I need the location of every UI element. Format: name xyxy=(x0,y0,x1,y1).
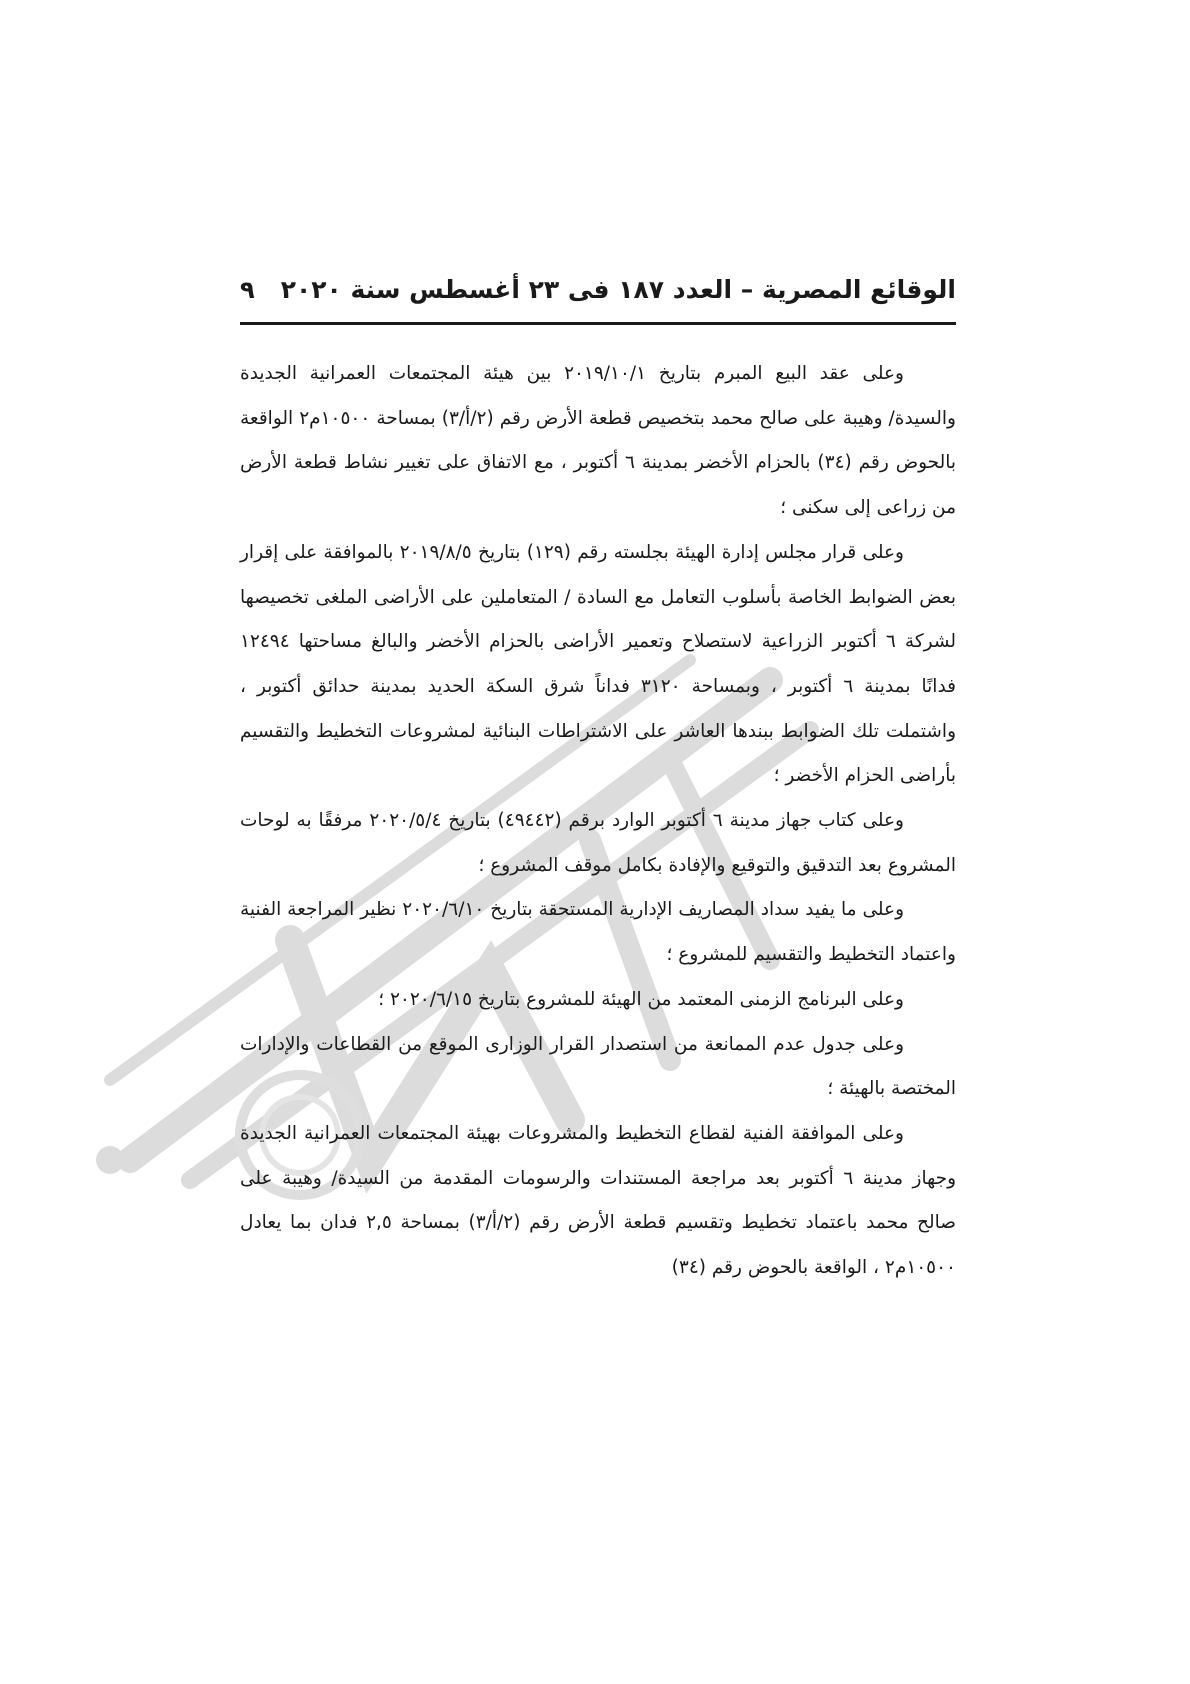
paragraph-technical-approval: وعلى الموافقة الفنية لقطاع التخطيط والمشروعات بهيئة المجتمعات العمرانية الجديدة وجهاز مدينة ٦ أكتوبر بعد مراجعة المستندات والرسومات المقدمة من السيدة/ وهيبة على صالح محمد باعتماد تخطيط وتقسيم قطعة الأرض رقم (٢/أ/٣) بمساحة ٢,٥ فدان بما يعادل ١٠٥٠٠م٢ ، الواقعة بالحوض رقم (٣٤) xyxy=(240,1122,957,1279)
paragraph-timeline: وعلى البرنامج الزمنى المعتمد من الهيئة للمشروع بتاريخ ٢٠٢٠/٦/١٥ ؛ xyxy=(378,988,904,1010)
gazette-header-title: الوقائع المصرية – العدد ١٨٧ فى ٢٣ أغسطس سنة ٢٠٢٠ xyxy=(280,275,956,304)
document-body xyxy=(240,352,956,1291)
paragraph-board-decision: وعلى قرار مجلس إدارة الهيئة بجلسته رقم (١٢٩) بتاريخ ٢٠١٩/٨/٥ بالموافقة على إقرار بعض الضوابط الخاصة بأسلوب التعامل مع السادة / المتعاملين على الأراضى الملغى تخصيصها لشركة ٦ أكتوبر الزراعية لاستصلاح وتعمير الأراضى بالحزام الأخضر والبالغ مساحتها ١٢٤٩٤ فدانًا بمدينة ٦ أكتوبر ، وبمساحة ٣١٢٠ فداناً شرق السكة الحديد بمدينة حدائق أكتوبر ، واشتملت تلك الضوابط ببندها العاشر على الاشتراطات البنائية لمشروعات التخطيط والتقسيم بأراضى الحزام الأخضر ؛ xyxy=(240,541,956,787)
paragraph-admin-fees: وعلى ما يفيد سداد المصاريف الإدارية المستحقة بتاريخ ٢٠٢٠/٦/١٠ نظير المراجعة الفنية واعتماد التخطيط والتقسيم للمشروع ؛ xyxy=(240,899,956,966)
paragraph-agency-letter: وعلى كتاب جهاز مدينة ٦ أكتوبر الوارد برقم (٤٩٤٤٢) بتاريخ ٢٠٢٠/٥/٤ مرفقًا به لوحات المشروع بعد التدقيق والتوقيع والإفادة بكامل موقف المشروع ؛ xyxy=(240,810,956,876)
page-header xyxy=(240,270,956,316)
paragraph-no-objection: وعلى جدول عدم الممانعة من استصدار القرار الوزارى الموقع من القطاعات والإدارات المختصة بالهيئة ؛ xyxy=(240,1033,956,1100)
page-number: ٩ xyxy=(240,276,255,304)
header-divider xyxy=(240,322,956,325)
paragraph-sale-contract: وعلى عقد البيع المبرم بتاريخ ٢٠١٩/١٠/١ بين هيئة المجتمعات العمرانية الجديدة والسيدة/ وهيبة على صالح محمد بتخصيص قطعة الأرض رقم (٢/أ/٣) بمساحة ١٠٥٠٠م٢ الواقعة بالحوض رقم (٣٤) بالحزام الأخضر بمدينة ٦ أكتوبر ، مع الاتفاق على تغيير نشاط قطعة الأرض من زراعى إلى سكنى ؛ xyxy=(240,363,956,519)
